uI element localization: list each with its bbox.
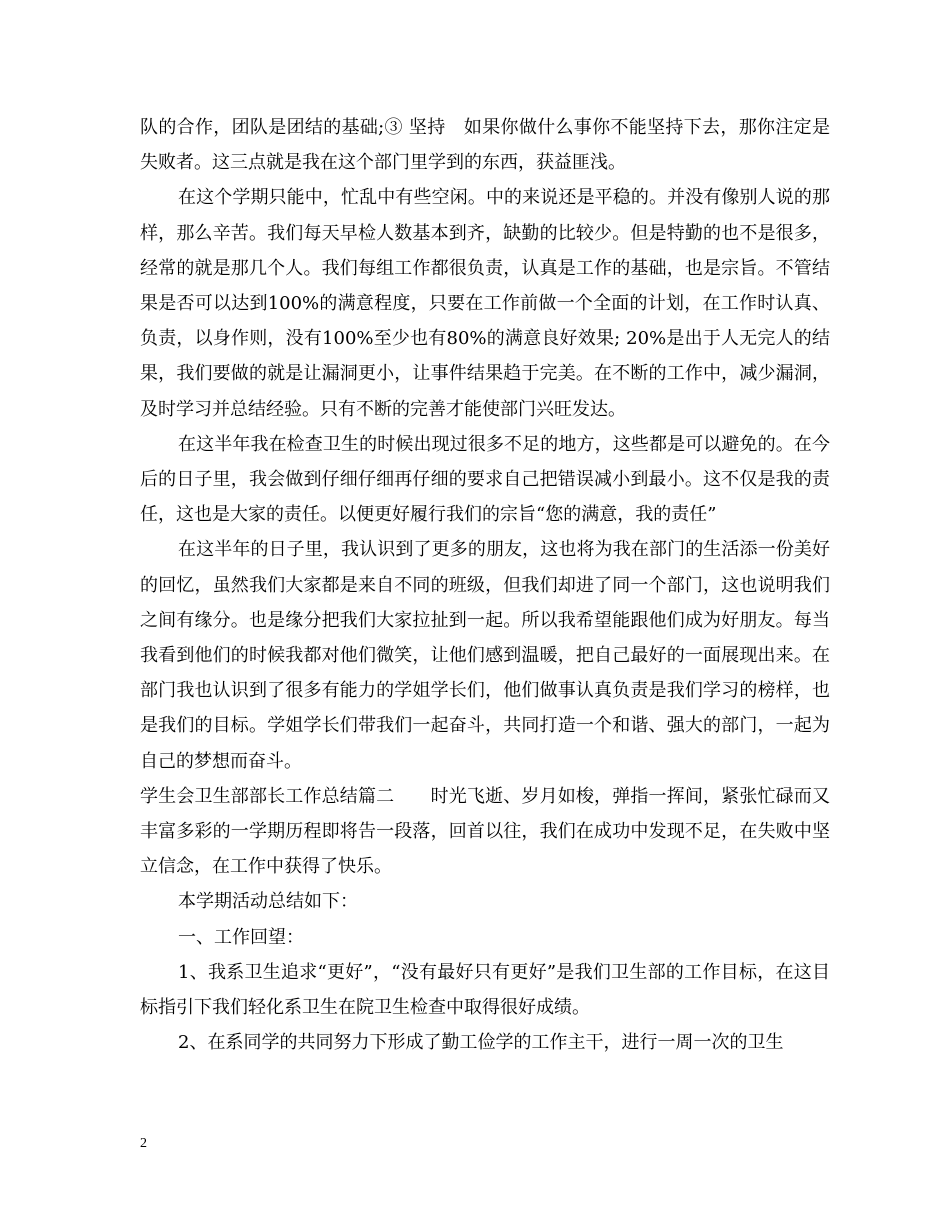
paragraph-6: 本学期活动总结如下： (178, 891, 358, 913)
paragraph-5-section-heading: 学生会卫生部部长工作总结篇二 时光飞逝、岁月如梭，弹指一挥间，紧张忙碌而又丰富多彩的一学期历程即将告一段落，回首以往，我们在成功中发现不足，在失败中坚立信念，在工作中获得了快乐。 (140, 785, 830, 878)
page-number: 2 (140, 1136, 147, 1151)
paragraph-1: 队的合作，团队是团结的基础;③ 坚持 如果你做什么事你不能坚持下去，那你注定是失败者。这三点就是我在这个部门里学到的东西，获益匪浅。 (140, 117, 830, 174)
paragraph-9: 2、在系同学的共同努力下形成了勤工俭学的工作主干，进行一周一次的卫生 (178, 1032, 784, 1054)
paragraph-8: 1、我系卫生追求“更好”，“没有最好只有更好”是我们卫生部的工作目标，在这目标指引下我们轻化系卫生在院卫生检查中取得很好成绩。 (140, 961, 830, 1019)
paragraph-3: 在这半年我在检查卫生的时候出现过很多不足的地方，这些都是可以避免的。在今后的日子里，我会做到仔细仔细再仔细的要求自己把错误减小到最小。这不仅是我的责任，这也是大家的责任。以便更好履行我们的宗旨“您的满意，我的责任” (140, 433, 830, 526)
paragraph-7: 一、工作回望： (178, 926, 304, 948)
paragraph-2: 在这个学期只能中，忙乱中有些空闲。中的来说还是平稳的。并没有像别人说的那样，那么辛苦。我们每天早检人数基本到齐，缺勤的比较少。但是特勤的也不是很多，经常的就是那几个人。我们每组工作都很负责，认真是工作的基础，也是宗旨。不管结果是否可以达到100%的满意程度，只要在工作前做一个全面的计划，在工作时认真、负责，以身作则，没有100%至少也有80%的满意良好效果; 20%是出于人无完人的结果，我们要做的就是让漏洞更小，让事件结果趋于完美。在不断的工作中，减少漏洞，及时学习并总结经验。只有不断的完善才能使部门兴旺发达。 (140, 187, 830, 420)
body-text (140, 110, 830, 1060)
paragraph-4: 在这半年的日子里，我认识到了更多的朋友，这也将为我在部门的生活添一份美好的回忆，虽然我们大家都是来自不同的班级，但我们却进了同一个部门，这也说明我们之间有缘分。也是缘分把我们大家拉扯到一起。所以我希望能跟他们成为好朋友。每当我看到他们的时候我都对他们微笑，让他们感到温暖，把自己最好的一面展现出来。在部门我也认识到了很多有能力的学姐学长们，他们做事认真负责是我们学习的榜样，也是我们的目标。学姐学长们带我们一起奋斗，共同打造一个和谐、强大的部门，一起为自己的梦想而奋斗。 (140, 539, 830, 772)
